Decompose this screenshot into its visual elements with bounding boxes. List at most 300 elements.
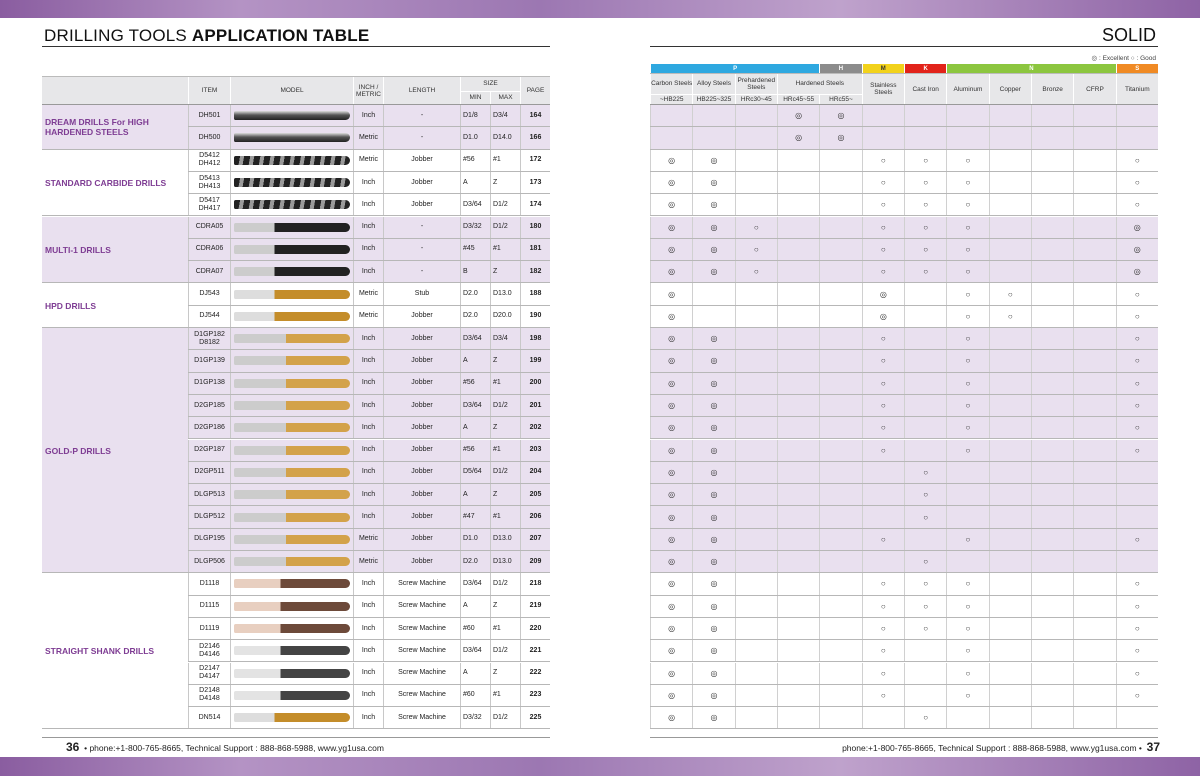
item-code: CDRA06 — [188, 239, 230, 260]
rating-cell — [989, 551, 1031, 572]
rating-cell: ○ — [904, 707, 946, 728]
bottom-decor-band — [0, 757, 1200, 776]
drill-icon — [234, 401, 350, 410]
model-image — [230, 395, 353, 416]
inch-metric: Metric — [353, 283, 383, 304]
rating-cell — [819, 328, 861, 349]
rating-cell — [777, 484, 819, 505]
page-number: 207 — [520, 529, 550, 550]
rating-cell: ○ — [735, 217, 777, 238]
rating-cell — [1031, 529, 1073, 550]
rating-cell: ◎ — [650, 150, 692, 171]
page-number: 182 — [520, 261, 550, 282]
size-min: D3/32 — [460, 707, 490, 728]
length: Screw Machine — [383, 596, 460, 617]
left-table-header — [42, 76, 550, 105]
rating-cell: ◎ — [650, 663, 692, 684]
model-image — [230, 640, 353, 661]
rating-cell — [1031, 551, 1073, 572]
page-number: 222 — [520, 663, 550, 684]
size-max: D13.0 — [490, 529, 520, 550]
inch-metric: Inch — [353, 663, 383, 684]
drill-icon — [234, 535, 350, 544]
table-row — [188, 283, 550, 305]
size-min: A — [460, 663, 490, 684]
rating-cell — [904, 417, 946, 438]
left-footer-rule — [42, 737, 550, 738]
item-code: D1GP138 — [188, 373, 230, 394]
length: Jobber — [383, 529, 460, 550]
inch-metric: Inch — [353, 640, 383, 661]
rating-cell — [1031, 217, 1073, 238]
drill-icon — [234, 111, 350, 120]
rating-cell: ○ — [946, 395, 988, 416]
rating-cell — [777, 150, 819, 171]
rating-cell — [1116, 105, 1158, 126]
rating-cell: ○ — [946, 217, 988, 238]
rating-cell: ◎ — [650, 573, 692, 594]
page-number: 201 — [520, 395, 550, 416]
rating-row — [650, 283, 1158, 305]
rating-cell — [862, 127, 904, 148]
rating-cell: ○ — [862, 350, 904, 371]
rating-row — [650, 551, 1158, 573]
rating-cell: ◎ — [650, 283, 692, 304]
model-image — [230, 707, 353, 728]
rating-cell — [904, 640, 946, 661]
rating-cell — [904, 283, 946, 304]
rating-cell: ◎ — [692, 350, 734, 371]
rating-cell: ◎ — [650, 506, 692, 527]
table-row — [188, 529, 550, 551]
rating-cell: ○ — [1116, 440, 1158, 461]
size-max: D1/2 — [490, 395, 520, 416]
inch-metric: Inch — [353, 685, 383, 706]
rating-cell — [989, 640, 1031, 661]
length: - — [383, 105, 460, 126]
material-group-bar — [650, 64, 1158, 73]
drill-icon — [234, 691, 350, 700]
rating-cell: ◎ — [692, 573, 734, 594]
rating-cell — [735, 440, 777, 461]
rating-cell — [862, 551, 904, 572]
item-code: D2GP187 — [188, 440, 230, 461]
hardness-header: HRc55~ — [819, 94, 861, 104]
rating-cell — [1031, 239, 1073, 260]
drill-icon — [234, 423, 350, 432]
rating-cell: ○ — [862, 261, 904, 282]
rating-row — [650, 462, 1158, 484]
rating-cell — [1116, 506, 1158, 527]
rating-cell — [777, 573, 819, 594]
rating-cell: ○ — [1116, 350, 1158, 371]
rating-cell — [862, 462, 904, 483]
rating-cell — [904, 440, 946, 461]
group-name: HPD DRILLS — [45, 300, 96, 311]
rating-cell: ○ — [862, 172, 904, 193]
rating-cell: ○ — [1116, 618, 1158, 639]
inch-metric: Inch — [353, 417, 383, 438]
rating-cell: ◎ — [692, 217, 734, 238]
size-min: D2.0 — [460, 551, 490, 572]
drill-icon — [234, 223, 350, 232]
page-number: 174 — [520, 194, 550, 215]
rating-cell — [989, 573, 1031, 594]
rating-cell — [735, 596, 777, 617]
material-group-m: M — [862, 64, 904, 73]
rating-row — [650, 306, 1158, 328]
material-group-k: K — [904, 64, 946, 73]
inch-metric: Inch — [353, 328, 383, 349]
rating-cell — [1073, 105, 1115, 126]
rating-cell — [735, 506, 777, 527]
rating-cell: ○ — [904, 261, 946, 282]
rating-cell: ◎ — [692, 707, 734, 728]
rating-row — [650, 261, 1158, 283]
col-length: LENGTH — [383, 77, 460, 104]
rating-cell: ○ — [946, 172, 988, 193]
model-image — [230, 127, 353, 148]
rating-cell — [946, 707, 988, 728]
rating-row — [650, 217, 1158, 239]
rating-cell — [819, 529, 861, 550]
material-header: Stainless Steels — [862, 74, 904, 104]
size-max: D3/4 — [490, 328, 520, 349]
drill-icon — [234, 669, 350, 678]
rating-cell: ○ — [946, 350, 988, 371]
rating-cell — [946, 506, 988, 527]
rating-cell: ◎ — [1116, 217, 1158, 238]
inch-metric: Inch — [353, 596, 383, 617]
rating-cell: ○ — [946, 328, 988, 349]
size-min: A — [460, 484, 490, 505]
rating-cell: ○ — [862, 618, 904, 639]
item-code: D1119 — [188, 618, 230, 639]
rating-cell — [735, 350, 777, 371]
rating-cell — [1116, 462, 1158, 483]
length: Jobber — [383, 194, 460, 215]
table-row — [188, 685, 550, 707]
rating-cell — [777, 194, 819, 215]
drill-icon — [234, 133, 350, 142]
rating-cell — [989, 328, 1031, 349]
rating-cell — [735, 283, 777, 304]
rating-cell: ○ — [946, 261, 988, 282]
rating-cell — [989, 506, 1031, 527]
rating-cell — [989, 217, 1031, 238]
rating-cell: ◎ — [650, 640, 692, 661]
rating-cell — [989, 663, 1031, 684]
length: - — [383, 217, 460, 238]
page-number: 218 — [520, 573, 550, 594]
table-row — [188, 551, 550, 573]
rating-cell — [1031, 105, 1073, 126]
inch-metric: Inch — [353, 440, 383, 461]
size-min: D3/64 — [460, 328, 490, 349]
drill-icon — [234, 579, 350, 588]
size-max: #1 — [490, 440, 520, 461]
table-row — [188, 417, 550, 439]
rating-cell — [819, 618, 861, 639]
table-row — [188, 440, 550, 462]
rating-cell — [1031, 707, 1073, 728]
rating-cell — [946, 484, 988, 505]
rating-cell: ◎ — [777, 127, 819, 148]
rating-cell: ○ — [862, 685, 904, 706]
rating-cell: ○ — [1116, 573, 1158, 594]
page-number: 164 — [520, 105, 550, 126]
rating-cell — [1073, 217, 1115, 238]
rating-cell — [777, 350, 819, 371]
rating-cell — [1073, 417, 1115, 438]
rating-cell — [904, 350, 946, 371]
rating-cell — [1031, 417, 1073, 438]
rating-cell — [819, 484, 861, 505]
col-size-max: MAX — [490, 91, 520, 105]
rating-cell — [819, 573, 861, 594]
size-max: D1/2 — [490, 640, 520, 661]
rating-row — [650, 373, 1158, 395]
rating-cell — [989, 685, 1031, 706]
model-image — [230, 573, 353, 594]
left-page-title: DRILLING TOOLS APPLICATION TABLE — [44, 26, 370, 45]
left-title-rule — [42, 46, 550, 47]
right-footer: phone:+1-800-765-8665, Technical Support : 888-868-5988, www.yg1usa.com • 37 — [842, 740, 1160, 754]
rating-row — [650, 484, 1158, 506]
material-group-h: H — [819, 64, 861, 73]
rating-cell — [1031, 596, 1073, 617]
rating-cell: ◎ — [650, 707, 692, 728]
rating-cell — [1073, 127, 1115, 148]
rating-row — [650, 150, 1158, 172]
rating-cell — [777, 328, 819, 349]
size-max: D13.0 — [490, 283, 520, 304]
rating-cell — [1031, 440, 1073, 461]
model-image — [230, 217, 353, 238]
rating-cell — [1031, 663, 1073, 684]
item-code: DJ544 — [188, 306, 230, 327]
group-name: MULTI-1 DRILLS — [45, 244, 111, 255]
item-code: D5413 DH413 — [188, 172, 230, 193]
rating-cell — [989, 239, 1031, 260]
rating-row — [650, 194, 1158, 216]
inch-metric: Inch — [353, 707, 383, 728]
table-row — [188, 127, 550, 149]
group-name: STANDARD CARBIDE DRILLS — [45, 178, 167, 189]
rating-cell — [1031, 283, 1073, 304]
rating-cell: ◎ — [650, 529, 692, 550]
table-row — [188, 484, 550, 506]
rating-cell: ○ — [946, 283, 988, 304]
table-row — [188, 663, 550, 685]
rating-cell: ◎ — [692, 328, 734, 349]
rating-cell: ◎ — [692, 506, 734, 527]
rating-cell: ○ — [946, 618, 988, 639]
table-row — [188, 172, 550, 194]
item-code: D2GP185 — [188, 395, 230, 416]
rating-cell: ○ — [1116, 640, 1158, 661]
rating-cell — [692, 127, 734, 148]
right-title-rule — [650, 46, 1158, 47]
rating-cell — [1073, 484, 1115, 505]
table-row — [188, 395, 550, 417]
rating-row — [650, 506, 1158, 528]
page-number: 180 — [520, 217, 550, 238]
rating-cell — [946, 551, 988, 572]
rating-row — [650, 105, 1158, 127]
rating-cell — [777, 306, 819, 327]
rating-cell — [777, 417, 819, 438]
rating-cell — [819, 239, 861, 260]
rating-cell: ◎ — [692, 239, 734, 260]
size-max: #1 — [490, 685, 520, 706]
rating-cell: ○ — [862, 328, 904, 349]
size-min: D3/32 — [460, 217, 490, 238]
rating-cell — [1073, 462, 1115, 483]
rating-row — [650, 596, 1158, 618]
size-min: #45 — [460, 239, 490, 260]
rating-cell: ◎ — [819, 105, 861, 126]
item-code: DJ543 — [188, 283, 230, 304]
page-number: 203 — [520, 440, 550, 461]
rating-cell — [1031, 395, 1073, 416]
rating-cell: ◎ — [650, 172, 692, 193]
rating-cell — [904, 127, 946, 148]
rating-cell — [819, 350, 861, 371]
page-number: 199 — [520, 350, 550, 371]
rating-cell: ◎ — [819, 127, 861, 148]
col-size: SIZE — [460, 77, 520, 91]
rating-cell — [735, 194, 777, 215]
size-min: A — [460, 417, 490, 438]
rating-cell: ◎ — [692, 618, 734, 639]
rating-cell: ○ — [862, 217, 904, 238]
item-code: D1GP139 — [188, 350, 230, 371]
drill-icon — [234, 602, 350, 611]
rating-cell — [862, 707, 904, 728]
rating-cell — [989, 350, 1031, 371]
drill-icon — [234, 446, 350, 455]
rating-cell: ◎ — [692, 373, 734, 394]
model-image — [230, 105, 353, 126]
model-image — [230, 239, 353, 260]
model-image — [230, 172, 353, 193]
rating-cell — [819, 417, 861, 438]
inch-metric: Inch — [353, 194, 383, 215]
model-image — [230, 194, 353, 215]
rating-cell: ○ — [1116, 172, 1158, 193]
inch-metric: Inch — [353, 239, 383, 260]
rating-cell — [1031, 685, 1073, 706]
rating-cell — [1031, 618, 1073, 639]
rating-cell — [735, 618, 777, 639]
size-max: Z — [490, 484, 520, 505]
item-code: DLGP195 — [188, 529, 230, 550]
inch-metric: Inch — [353, 217, 383, 238]
model-image — [230, 529, 353, 550]
rating-cell: ○ — [1116, 529, 1158, 550]
inch-metric: Metric — [353, 150, 383, 171]
rating-cell: ○ — [904, 573, 946, 594]
rating-cell: ○ — [862, 194, 904, 215]
item-code: D2148 D4148 — [188, 685, 230, 706]
length: Jobber — [383, 373, 460, 394]
item-code: D2146 D4146 — [188, 640, 230, 661]
page-number: 202 — [520, 417, 550, 438]
rating-cell — [904, 529, 946, 550]
col-inch-metric: INCH / METRIC — [353, 77, 383, 104]
inch-metric: Inch — [353, 484, 383, 505]
rating-cell: ◎ — [650, 596, 692, 617]
rating-cell — [777, 685, 819, 706]
material-group-s: S — [1116, 64, 1158, 73]
rating-cell — [989, 150, 1031, 171]
rating-cell — [1073, 506, 1115, 527]
model-image — [230, 551, 353, 572]
length: Jobber — [383, 395, 460, 416]
length: Jobber — [383, 506, 460, 527]
rating-cell — [692, 105, 734, 126]
rating-cell — [819, 395, 861, 416]
rating-cell: ○ — [904, 150, 946, 171]
rating-cell — [777, 640, 819, 661]
item-code: D1GP182 D8182 — [188, 328, 230, 349]
rating-cell: ◎ — [650, 551, 692, 572]
rating-cell: ◎ — [692, 663, 734, 684]
rating-cell: ◎ — [650, 440, 692, 461]
rating-cell: ○ — [862, 663, 904, 684]
table-row — [188, 350, 550, 372]
drill-icon — [234, 267, 350, 276]
drill-icon — [234, 713, 350, 722]
inch-metric: Inch — [353, 105, 383, 126]
inch-metric: Inch — [353, 395, 383, 416]
rating-cell — [1031, 328, 1073, 349]
rating-cell — [1073, 663, 1115, 684]
rating-row — [650, 127, 1158, 149]
rating-cell: ○ — [1116, 283, 1158, 304]
rating-cell: ○ — [1116, 306, 1158, 327]
rating-cell — [904, 306, 946, 327]
rating-cell — [819, 217, 861, 238]
rating-row — [650, 663, 1158, 685]
rating-row — [650, 440, 1158, 462]
material-header: Aluminum — [946, 74, 988, 104]
page-number: 198 — [520, 328, 550, 349]
rating-cell: ◎ — [650, 217, 692, 238]
rating-cell: ◎ — [692, 596, 734, 617]
rating-cell: ○ — [989, 283, 1031, 304]
size-min: D3/64 — [460, 640, 490, 661]
drill-icon — [234, 334, 350, 343]
rating-cell — [1031, 640, 1073, 661]
table-row — [188, 239, 550, 261]
size-min: D2.0 — [460, 283, 490, 304]
rating-cell — [735, 707, 777, 728]
rating-cell: ○ — [735, 261, 777, 282]
rating-cell: ◎ — [692, 172, 734, 193]
size-min: A — [460, 596, 490, 617]
rating-cell — [1031, 484, 1073, 505]
size-max: D1/2 — [490, 707, 520, 728]
rating-cell — [1073, 306, 1115, 327]
rating-row — [650, 172, 1158, 194]
rating-cell — [1073, 551, 1115, 572]
col-page: PAGE — [520, 77, 550, 104]
rating-cell: ◎ — [650, 194, 692, 215]
rating-cell: ◎ — [650, 462, 692, 483]
rating-cell — [819, 551, 861, 572]
